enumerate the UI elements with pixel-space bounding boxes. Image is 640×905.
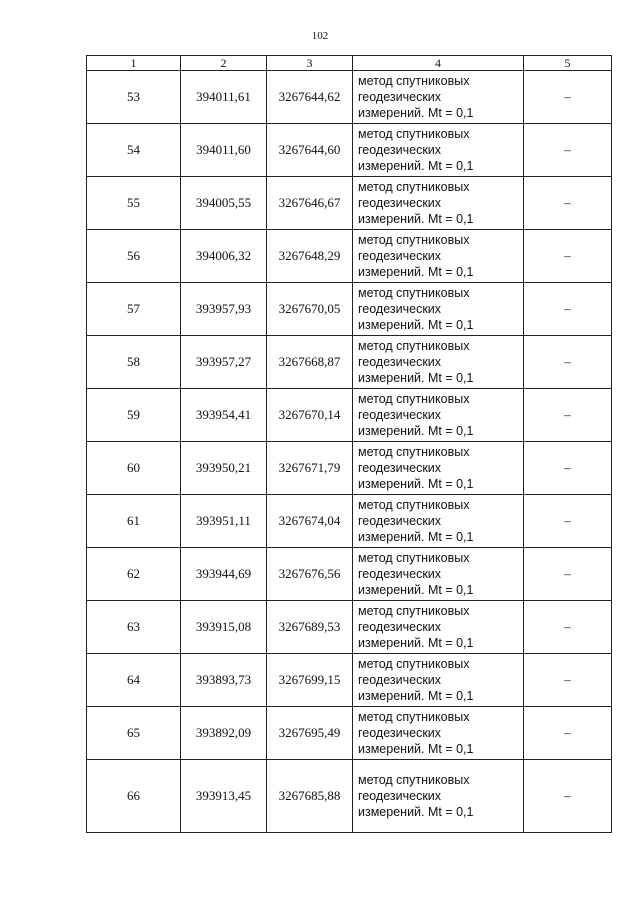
method-line: геодезических [358, 302, 442, 316]
point-number-cell: 61 [87, 495, 181, 548]
x-coordinate-cell: 393892,09 [181, 707, 267, 760]
method-line: измерений. Mt = 0,1 [358, 530, 474, 544]
method-cell [353, 177, 524, 230]
method-cell [353, 71, 524, 124]
note-cell: – [524, 707, 612, 760]
note-cell: – [524, 389, 612, 442]
table-row [87, 601, 612, 654]
note-cell: – [524, 442, 612, 495]
page-number: 102 [311, 30, 329, 42]
point-number-cell: 64 [87, 654, 181, 707]
x-coordinate-cell: 393957,93 [181, 283, 267, 336]
table-row [87, 389, 612, 442]
x-coordinate-cell: 393893,73 [181, 654, 267, 707]
x-coordinate-cell: 393957,27 [181, 336, 267, 389]
method-line: измерений. Mt = 0,1 [358, 424, 474, 438]
method-line: метод спутниковых [358, 710, 470, 724]
method-line: измерений. Mt = 0,1 [358, 159, 474, 173]
method-line: метод спутниковых [358, 127, 470, 141]
y-coordinate-cell: 3267689,53 [267, 601, 353, 654]
method-cell [353, 442, 524, 495]
table-row [87, 495, 612, 548]
y-coordinate-cell: 3267670,14 [267, 389, 353, 442]
method-line: геодезических [358, 461, 442, 475]
method-line: метод спутниковых [358, 233, 470, 247]
note-cell: – [524, 760, 612, 833]
note-cell: – [524, 654, 612, 707]
method-line: метод спутниковых [358, 286, 470, 300]
method-line: геодезических [358, 789, 442, 803]
y-coordinate-cell: 3267695,49 [267, 707, 353, 760]
method-line: метод спутниковых [358, 657, 470, 671]
method-cell [353, 760, 524, 833]
table-header-row [87, 56, 612, 71]
x-coordinate-cell: 394006,32 [181, 230, 267, 283]
method-cell [353, 283, 524, 336]
table-row [87, 760, 612, 833]
method-line: измерений. Mt = 0,1 [358, 689, 474, 703]
point-number-cell: 58 [87, 336, 181, 389]
table-row [87, 336, 612, 389]
y-coordinate-cell: 3267648,29 [267, 230, 353, 283]
note-cell: – [524, 336, 612, 389]
note-cell: – [524, 124, 612, 177]
method-cell [353, 548, 524, 601]
x-coordinate-cell: 393913,45 [181, 760, 267, 833]
method-cell [353, 495, 524, 548]
x-coordinate-cell: 393950,21 [181, 442, 267, 495]
x-coordinate-cell: 393954,41 [181, 389, 267, 442]
point-number-cell: 65 [87, 707, 181, 760]
method-line: геодезических [358, 726, 442, 740]
method-line: геодезических [358, 143, 442, 157]
y-coordinate-cell: 3267676,56 [267, 548, 353, 601]
y-coordinate-cell: 3267644,62 [267, 71, 353, 124]
coordinates-table [86, 55, 612, 833]
note-cell: – [524, 548, 612, 601]
method-line: измерений. Mt = 0,1 [358, 742, 474, 756]
note-cell: – [524, 71, 612, 124]
point-number-cell: 59 [87, 389, 181, 442]
y-coordinate-cell: 3267646,67 [267, 177, 353, 230]
method-line: метод спутниковых [358, 498, 470, 512]
point-number-cell: 60 [87, 442, 181, 495]
y-coordinate-cell: 3267670,05 [267, 283, 353, 336]
method-cell [353, 654, 524, 707]
point-number-cell: 55 [87, 177, 181, 230]
method-line: геодезических [358, 567, 442, 581]
method-line: геодезических [358, 355, 442, 369]
method-cell [353, 601, 524, 654]
method-line: метод спутниковых [358, 392, 470, 406]
header-col-1: 1 [87, 56, 181, 71]
method-line: метод спутниковых [358, 445, 470, 459]
method-line: метод спутниковых [358, 339, 470, 353]
x-coordinate-cell: 393951,11 [181, 495, 267, 548]
point-number-cell: 62 [87, 548, 181, 601]
table-row [87, 124, 612, 177]
table-row [87, 71, 612, 124]
point-number-cell: 66 [87, 760, 181, 833]
method-line: метод спутниковых [358, 773, 470, 787]
point-number-cell: 56 [87, 230, 181, 283]
method-cell [353, 230, 524, 283]
point-number-cell: 54 [87, 124, 181, 177]
header-col-5: 5 [524, 56, 612, 71]
header-col-4: 4 [353, 56, 524, 71]
note-cell: – [524, 601, 612, 654]
method-line: метод спутниковых [358, 180, 470, 194]
method-line: измерений. Mt = 0,1 [358, 636, 474, 650]
y-coordinate-cell: 3267699,15 [267, 654, 353, 707]
y-coordinate-cell: 3267668,87 [267, 336, 353, 389]
method-cell [353, 124, 524, 177]
table-row [87, 442, 612, 495]
method-line: измерений. Mt = 0,1 [358, 106, 474, 120]
x-coordinate-cell: 393944,69 [181, 548, 267, 601]
method-line: метод спутниковых [358, 551, 470, 565]
method-line: измерений. Mt = 0,1 [358, 805, 474, 819]
y-coordinate-cell: 3267644,60 [267, 124, 353, 177]
table-row [87, 707, 612, 760]
method-line: измерений. Mt = 0,1 [358, 477, 474, 491]
method-line: геодезических [358, 408, 442, 422]
table-row [87, 230, 612, 283]
method-line: метод спутниковых [358, 604, 470, 618]
table-row [87, 177, 612, 230]
method-cell [353, 707, 524, 760]
method-cell [353, 336, 524, 389]
method-line: измерений. Mt = 0,1 [358, 318, 474, 332]
table-body [87, 71, 612, 833]
method-line: геодезических [358, 620, 442, 634]
method-cell [353, 389, 524, 442]
header-col-3: 3 [267, 56, 353, 71]
method-line: измерений. Mt = 0,1 [358, 583, 474, 597]
x-coordinate-cell: 394011,61 [181, 71, 267, 124]
table-row [87, 548, 612, 601]
y-coordinate-cell: 3267674,04 [267, 495, 353, 548]
method-line: геодезических [358, 673, 442, 687]
table-row [87, 283, 612, 336]
y-coordinate-cell: 3267685,88 [267, 760, 353, 833]
note-cell: – [524, 283, 612, 336]
method-line: геодезических [358, 514, 442, 528]
x-coordinate-cell: 394011,60 [181, 124, 267, 177]
method-line: геодезических [358, 249, 442, 263]
point-number-cell: 63 [87, 601, 181, 654]
point-number-cell: 57 [87, 283, 181, 336]
method-line: метод спутниковых [358, 74, 470, 88]
method-line: геодезических [358, 196, 442, 210]
point-number-cell: 53 [87, 71, 181, 124]
table-row [87, 654, 612, 707]
header-col-2: 2 [181, 56, 267, 71]
y-coordinate-cell: 3267671,79 [267, 442, 353, 495]
method-line: измерений. Mt = 0,1 [358, 371, 474, 385]
method-line: измерений. Mt = 0,1 [358, 265, 474, 279]
method-line: измерений. Mt = 0,1 [358, 212, 474, 226]
note-cell: – [524, 177, 612, 230]
x-coordinate-cell: 394005,55 [181, 177, 267, 230]
note-cell: – [524, 495, 612, 548]
x-coordinate-cell: 393915,08 [181, 601, 267, 654]
note-cell: – [524, 230, 612, 283]
method-line: геодезических [358, 90, 442, 104]
